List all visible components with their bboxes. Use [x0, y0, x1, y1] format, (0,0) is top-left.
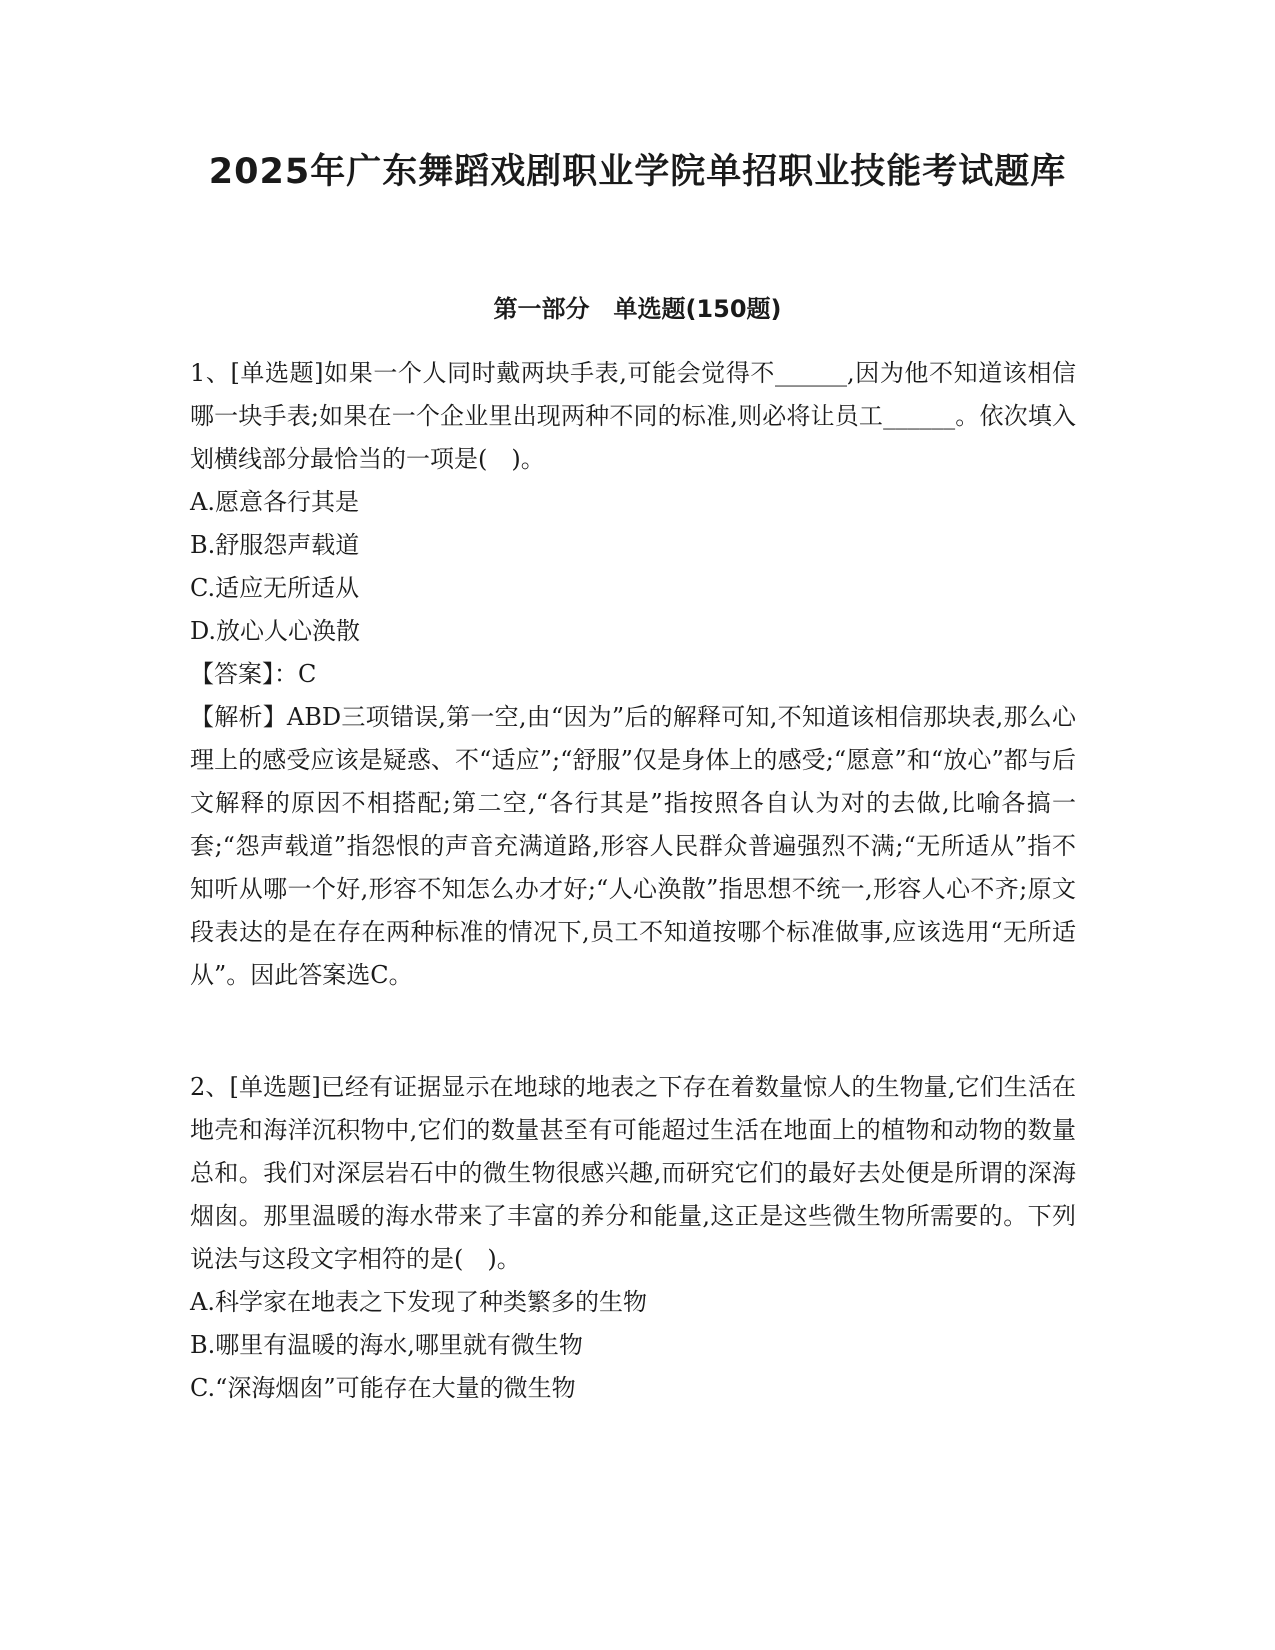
- document-title: 2025年广东舞蹈戏剧职业学院单招职业技能考试题库: [208, 152, 1067, 192]
- question-option: D.放心人心涣散: [190, 617, 361, 645]
- question-option: B.哪里有温暖的海水,哪里就有微生物: [190, 1331, 583, 1359]
- question-answer: 【答案】：C: [190, 660, 317, 688]
- question-analysis: 【解析】ABD三项错误,第一空,由“因为”后的解释可知,不知道该相信那块表,那么心理上的感受应该是疑惑、不“适应”;“舒服”仅是身体上的感受;“愿意”和“放心”都与后文解释的原因不相搭配;第二空,“各行其是”指按照各自认为对的去做,比喻各搞一套;“怨声载道”指怨恨的声音充满道路,形容人民群众普遍强烈不满;“无所适从”指不知听从哪一个好,形容不知怎么办才好;“人心涣散”指思想不统一,形容人心不齐;原文段表达的是在存在两种标准的情况下,员工不知道按哪个标准做事,应该选用“无所适从”。因此答案选C。: [190, 703, 1076, 989]
- question-1: [190, 352, 1076, 997]
- question-option: A.愿意各行其是: [190, 488, 359, 516]
- question-stem: 2、[单选题]已经有证据显示在地球的地表之下存在着数量惊人的生物量,它们生活在地壳和海洋沉积物中,它们的数量甚至有可能超过生活在地面上的植物和动物的数量总和。我们对深层岩石中的微生物很感兴趣,而研究它们的最好去处便是所谓的深海烟囱。那里温暖的海水带来了丰富的养分和能量,这正是这些微生物所需要的。下列说法与这段文字相符的是( )。: [190, 1073, 1076, 1273]
- question-option: B.舒服怨声载道: [190, 531, 360, 559]
- section-title: 第一部分 单选题(150题): [493, 295, 782, 323]
- question-stem: 1、[单选题]如果一个人同时戴两块手表,可能会觉得不______,因为他不知道该相信哪一块手表;如果在一个企业里出现两种不同的标准,则必将让员工______。依次填入划横线部分最恰当的一项是( )。: [190, 359, 1076, 473]
- question-option: C.“深海烟囱”可能存在大量的微生物: [190, 1374, 576, 1402]
- question-2: [190, 1066, 1076, 1410]
- question-option: C.适应无所适从: [190, 574, 360, 602]
- question-option: A.科学家在地表之下发现了种类繁多的生物: [190, 1288, 647, 1316]
